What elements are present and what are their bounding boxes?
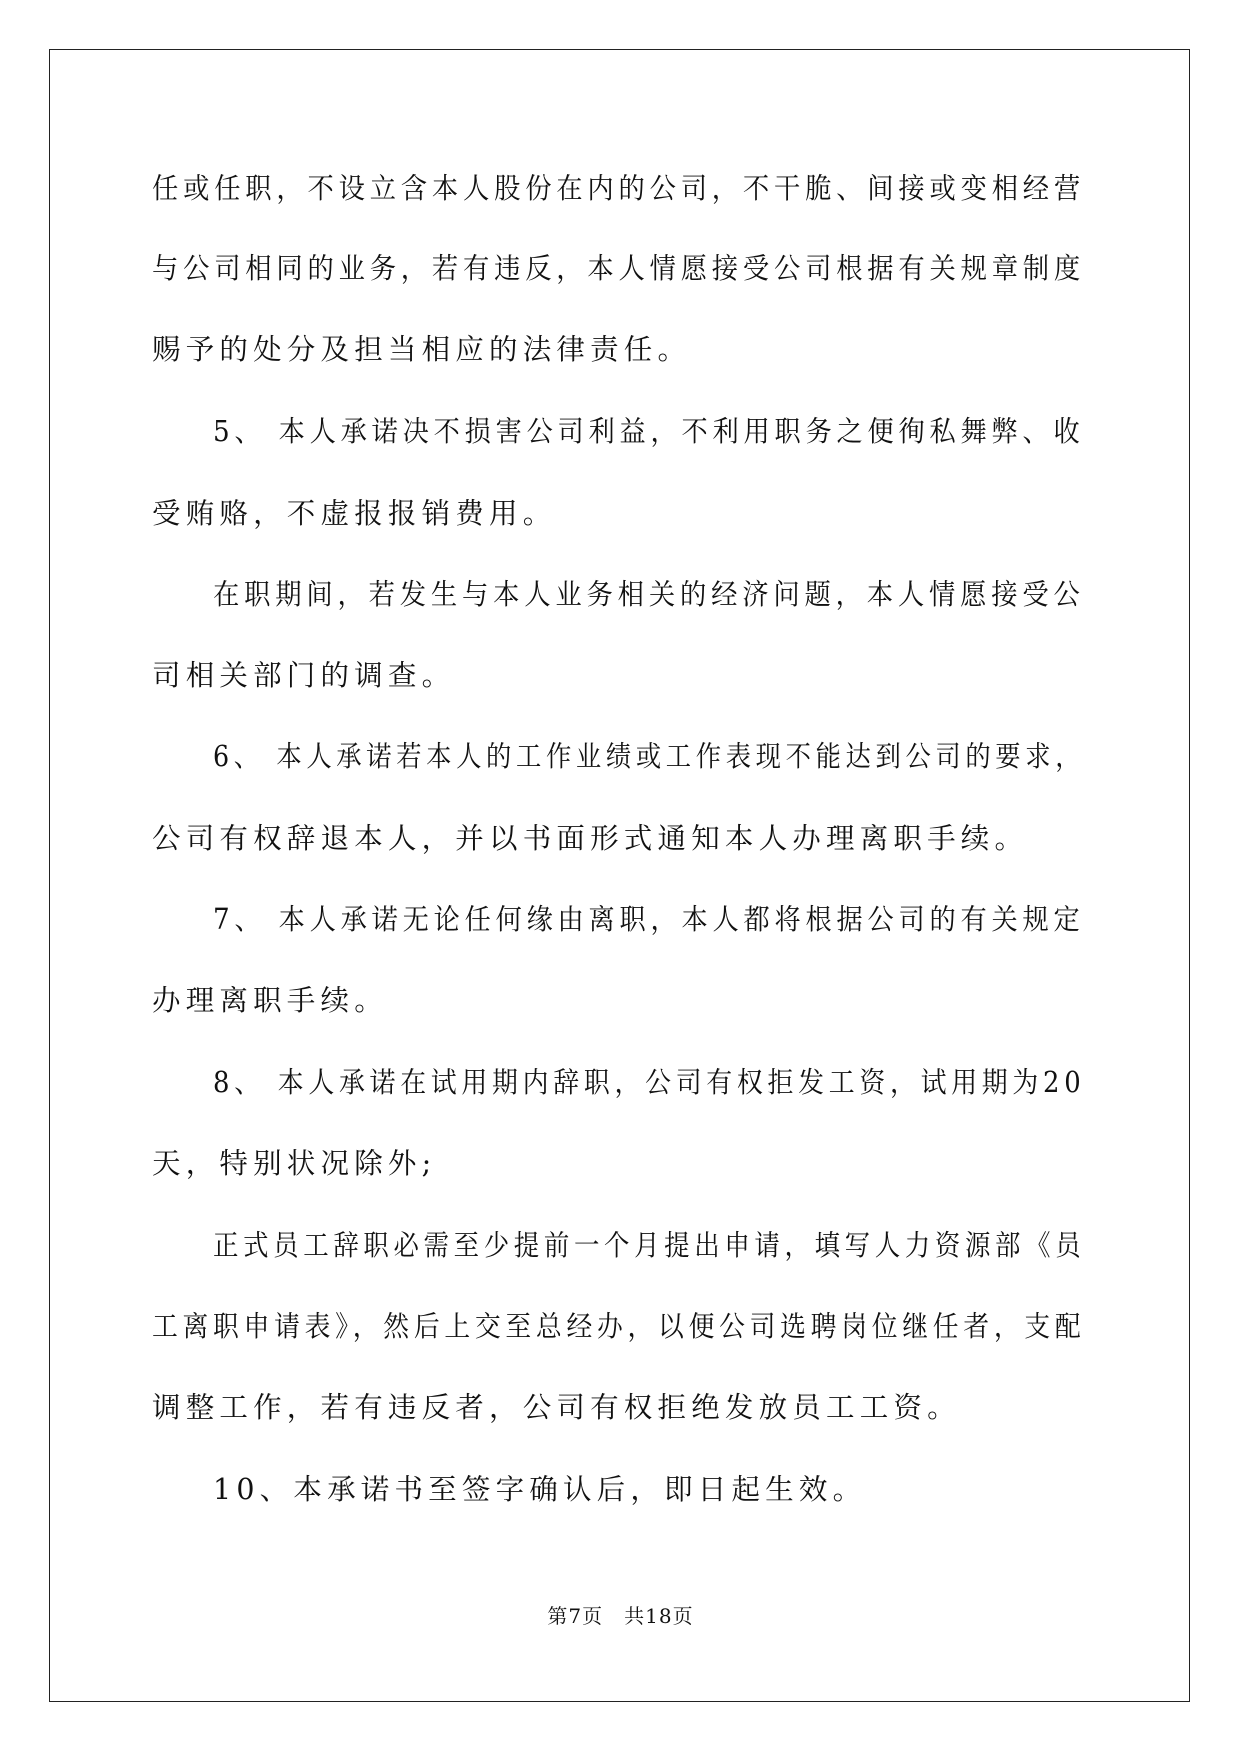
page-border bbox=[49, 49, 1190, 1702]
body-line-5: 受贿赂，不虚报报销费用。 bbox=[152, 497, 557, 530]
body-line-7: 司相关部门的调查。 bbox=[152, 659, 456, 692]
body-line-3: 赐予的处分及担当相应的法律责任。 bbox=[152, 333, 692, 366]
body-line-16: 调整工作，若有违反者，公司有权拒绝发放员工工资。 bbox=[152, 1391, 961, 1424]
body-line-15: 工离职申请表》，然后上交至总经办，以便公司选聘岗位继任者，支配 bbox=[152, 1310, 1086, 1343]
body-line-12: 8、 本人承诺在试用期内辞职，公司有权拒发工资，试用期为20 bbox=[213, 1066, 1086, 1099]
body-line-13: 天，特别状况除外; bbox=[152, 1147, 437, 1180]
body-line-4: 5、 本人承诺决不损害公司利益，不利用职务之便徇私舞弊、收 bbox=[213, 415, 1085, 448]
body-line-8: 6、 本人承诺若本人的工作业绩或工作表现不能达到公司的要求， bbox=[213, 740, 1086, 773]
page-number: 第7页 共18页 bbox=[547, 1604, 694, 1628]
body-line-14: 正式员工辞职必需至少提前一个月提出申请，填写人力资源部《员 bbox=[213, 1229, 1086, 1262]
body-line-11: 办理离职手续。 bbox=[152, 984, 388, 1017]
body-line-10: 7、 本人承诺无论任何缘由离职，本人都将根据公司的有关规定 bbox=[213, 903, 1085, 936]
body-line-17: 10、本承诺书至签字确认后，即日起生效。 bbox=[213, 1473, 867, 1506]
body-line-6: 在职期间，若发生与本人业务相关的经济问题，本人情愿接受公 bbox=[213, 578, 1085, 611]
body-line-2: 与公司相同的业务，若有违反，本人情愿接受公司根据有关规章制度 bbox=[152, 252, 1086, 285]
body-line-9: 公司有权辞退本人，并以书面形式通知本人办理离职手续。 bbox=[152, 822, 1029, 855]
body-line-1: 任或任职，不设立含本人股份在内的公司，不干脆、间接或变相经营 bbox=[152, 172, 1086, 205]
